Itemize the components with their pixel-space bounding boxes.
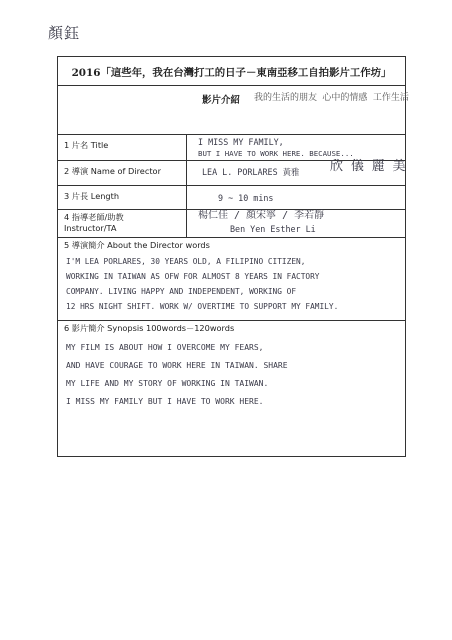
title-value-line1: I MISS MY FAMILY, — [198, 137, 284, 147]
divider — [58, 320, 405, 321]
film-intro-label: 影片介紹 — [202, 95, 241, 106]
divider — [58, 185, 405, 186]
about-director-text: I'M LEA PORLARES, 30 YEARS OLD, A FILIPINO CITIZEN, WORKING IN TAIWAN AS OFW FOR ALMOST 8 YEARS IN FACTORY COMPANY. LIVING HAPPY AND INDEPENDENT, WORKING OF 12 HRS NIGHT SHIFT. WORK W/ OVERTIME TO SUPPORT MY FAMILY. — [66, 257, 339, 311]
director-value: LEA L. PORLARES 黃雅 — [202, 167, 300, 177]
film-intro-handwriting: 我的生活的朋友 心中的情感 工作生活 — [254, 93, 409, 103]
length-label: 3 片長 Length — [64, 191, 120, 201]
synopsis-label: 6 影片簡介 Synopsis 100words－120words — [64, 323, 235, 333]
instructor-label-en: Instructor/TA — [64, 223, 117, 233]
top-handwritten-note: 顏鈺 — [48, 24, 81, 42]
instructor-value-line2: Ben Yen Esther Li — [230, 224, 316, 234]
form-title: 2016「這些年，我在台灣打工的日子－東南亞移工自拍影片工作坊」 — [71, 67, 392, 79]
director-value-extra: 欣 儀 麗 美 — [330, 159, 406, 174]
title-value-line2: BUT I HAVE TO WORK HERE. BECAUSE... — [198, 149, 354, 158]
divider — [58, 85, 405, 86]
title-label: 1 片名 Title — [64, 140, 109, 150]
divider — [58, 237, 405, 238]
divider — [58, 134, 405, 135]
column-divider — [186, 134, 187, 237]
about-director-label: 5 導演簡介 About the Director words — [64, 240, 210, 250]
instructor-label: 4 指導老師/助教 — [64, 212, 124, 222]
director-label: 2 導演 Name of Director — [64, 166, 161, 176]
synopsis-text: MY FILM IS ABOUT HOW I OVERCOME MY FEARS, AND HAVE COURAGE TO WORK HERE IN TAIWAN. SHARE MY LIFE AND MY STORY OF WORKING IN TAIWAN. I MISS MY FAMILY BUT I HAVE TO WORK HERE. — [66, 343, 288, 406]
instructor-value-line1: 楊仁佳 / 顏宋寧 / 李若靜 — [198, 210, 325, 221]
film-info-form — [57, 56, 409, 457]
length-value: 9 ~ 10 mins — [218, 193, 274, 203]
